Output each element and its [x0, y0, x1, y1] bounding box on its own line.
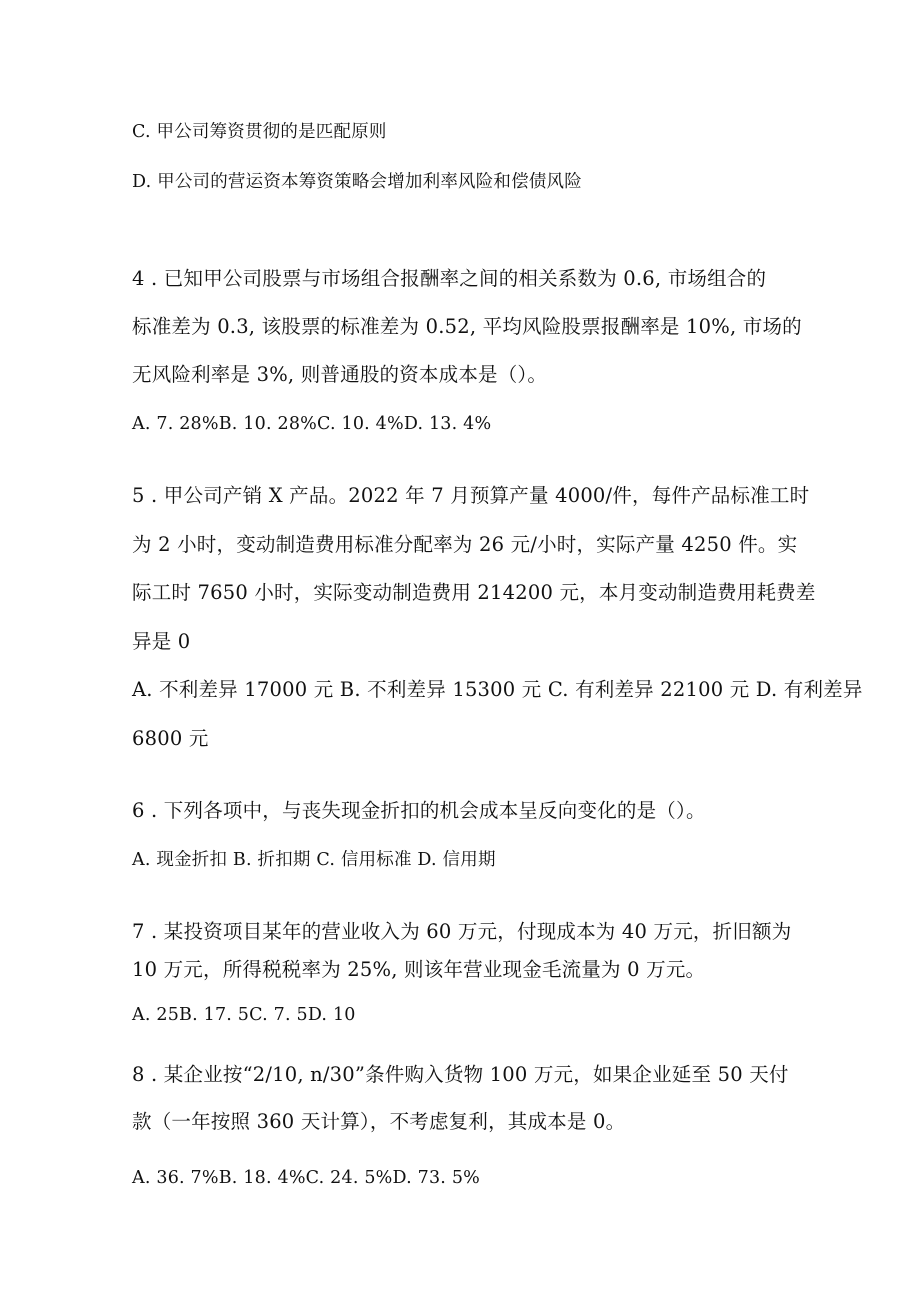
- q5-text-line-1: 5 . 甲公司产销 X 产品。2022 年 7 月预算产量 4000/件，每件产品标准工时: [132, 484, 810, 507]
- q4-text-line-3: 无风险利率是 3%, 则普通股的资本成本是（）。: [132, 363, 548, 386]
- q6-text-line-1: 6 . 下列各项中，与丧失现金折扣的机会成本呈反向变化的是（）。: [132, 799, 706, 822]
- q7-text-line-1: 7 . 某投资项目某年的营业收入为 60 万元，付现成本为 40 万元，折旧额为: [132, 920, 792, 943]
- q4-text-line-2: 标准差为 0.3, 该股票的标准差为 0.52, 平均风险股票报酬率是 10%, 市场的: [132, 315, 802, 338]
- q5-options-line-1: A. 不利差异 17000 元 B. 不利差异 15300 元 C. 有利差异 22100 元 D. 有利差异: [132, 678, 863, 701]
- q8-text-line-2: 款（一年按照 360 天计算），不考虑复利，其成本是 0。: [132, 1110, 626, 1133]
- q3-option-c: C. 甲公司筹资贯彻的是匹配原则: [132, 122, 387, 142]
- q4-text-line-1: 4 . 已知甲公司股票与市场组合报酬率之间的相关系数为 0.6, 市场组合的: [132, 267, 767, 290]
- q6-options: A. 现金折扣 B. 折扣期 C. 信用标准 D. 信用期: [132, 850, 496, 870]
- q5-text-line-2: 为 2 小时，变动制造费用标准分配率为 26 元/小时，实际产量 4250 件。实: [132, 533, 798, 556]
- q7-text-line-2: 10 万元，所得税税率为 25%, 则该年营业现金毛流量为 0 万元。: [132, 958, 706, 981]
- q4-options: A. 7. 28%B. 10. 28%C. 10. 4%D. 13. 4%: [132, 414, 492, 434]
- q8-options: A. 36. 7%B. 18. 4%C. 24. 5%D. 73. 5%: [132, 1168, 480, 1188]
- q5-options-line-2: 6800 元: [132, 727, 209, 750]
- q5-text-line-4: 异是 0: [132, 630, 191, 653]
- q8-text-line-1: 8 . 某企业按“2/10, n/30”条件购入货物 100 万元，如果企业延至 50 天付: [132, 1063, 789, 1086]
- q7-options: A. 25B. 17. 5C. 7. 5D. 10: [132, 1005, 356, 1025]
- q3-option-d: D. 甲公司的营运资本筹资策略会增加利率风险和偿债风险: [132, 172, 582, 192]
- q5-text-line-3: 际工时 7650 小时，实际变动制造费用 214200 元，本月变动制造费用耗费差: [132, 581, 816, 604]
